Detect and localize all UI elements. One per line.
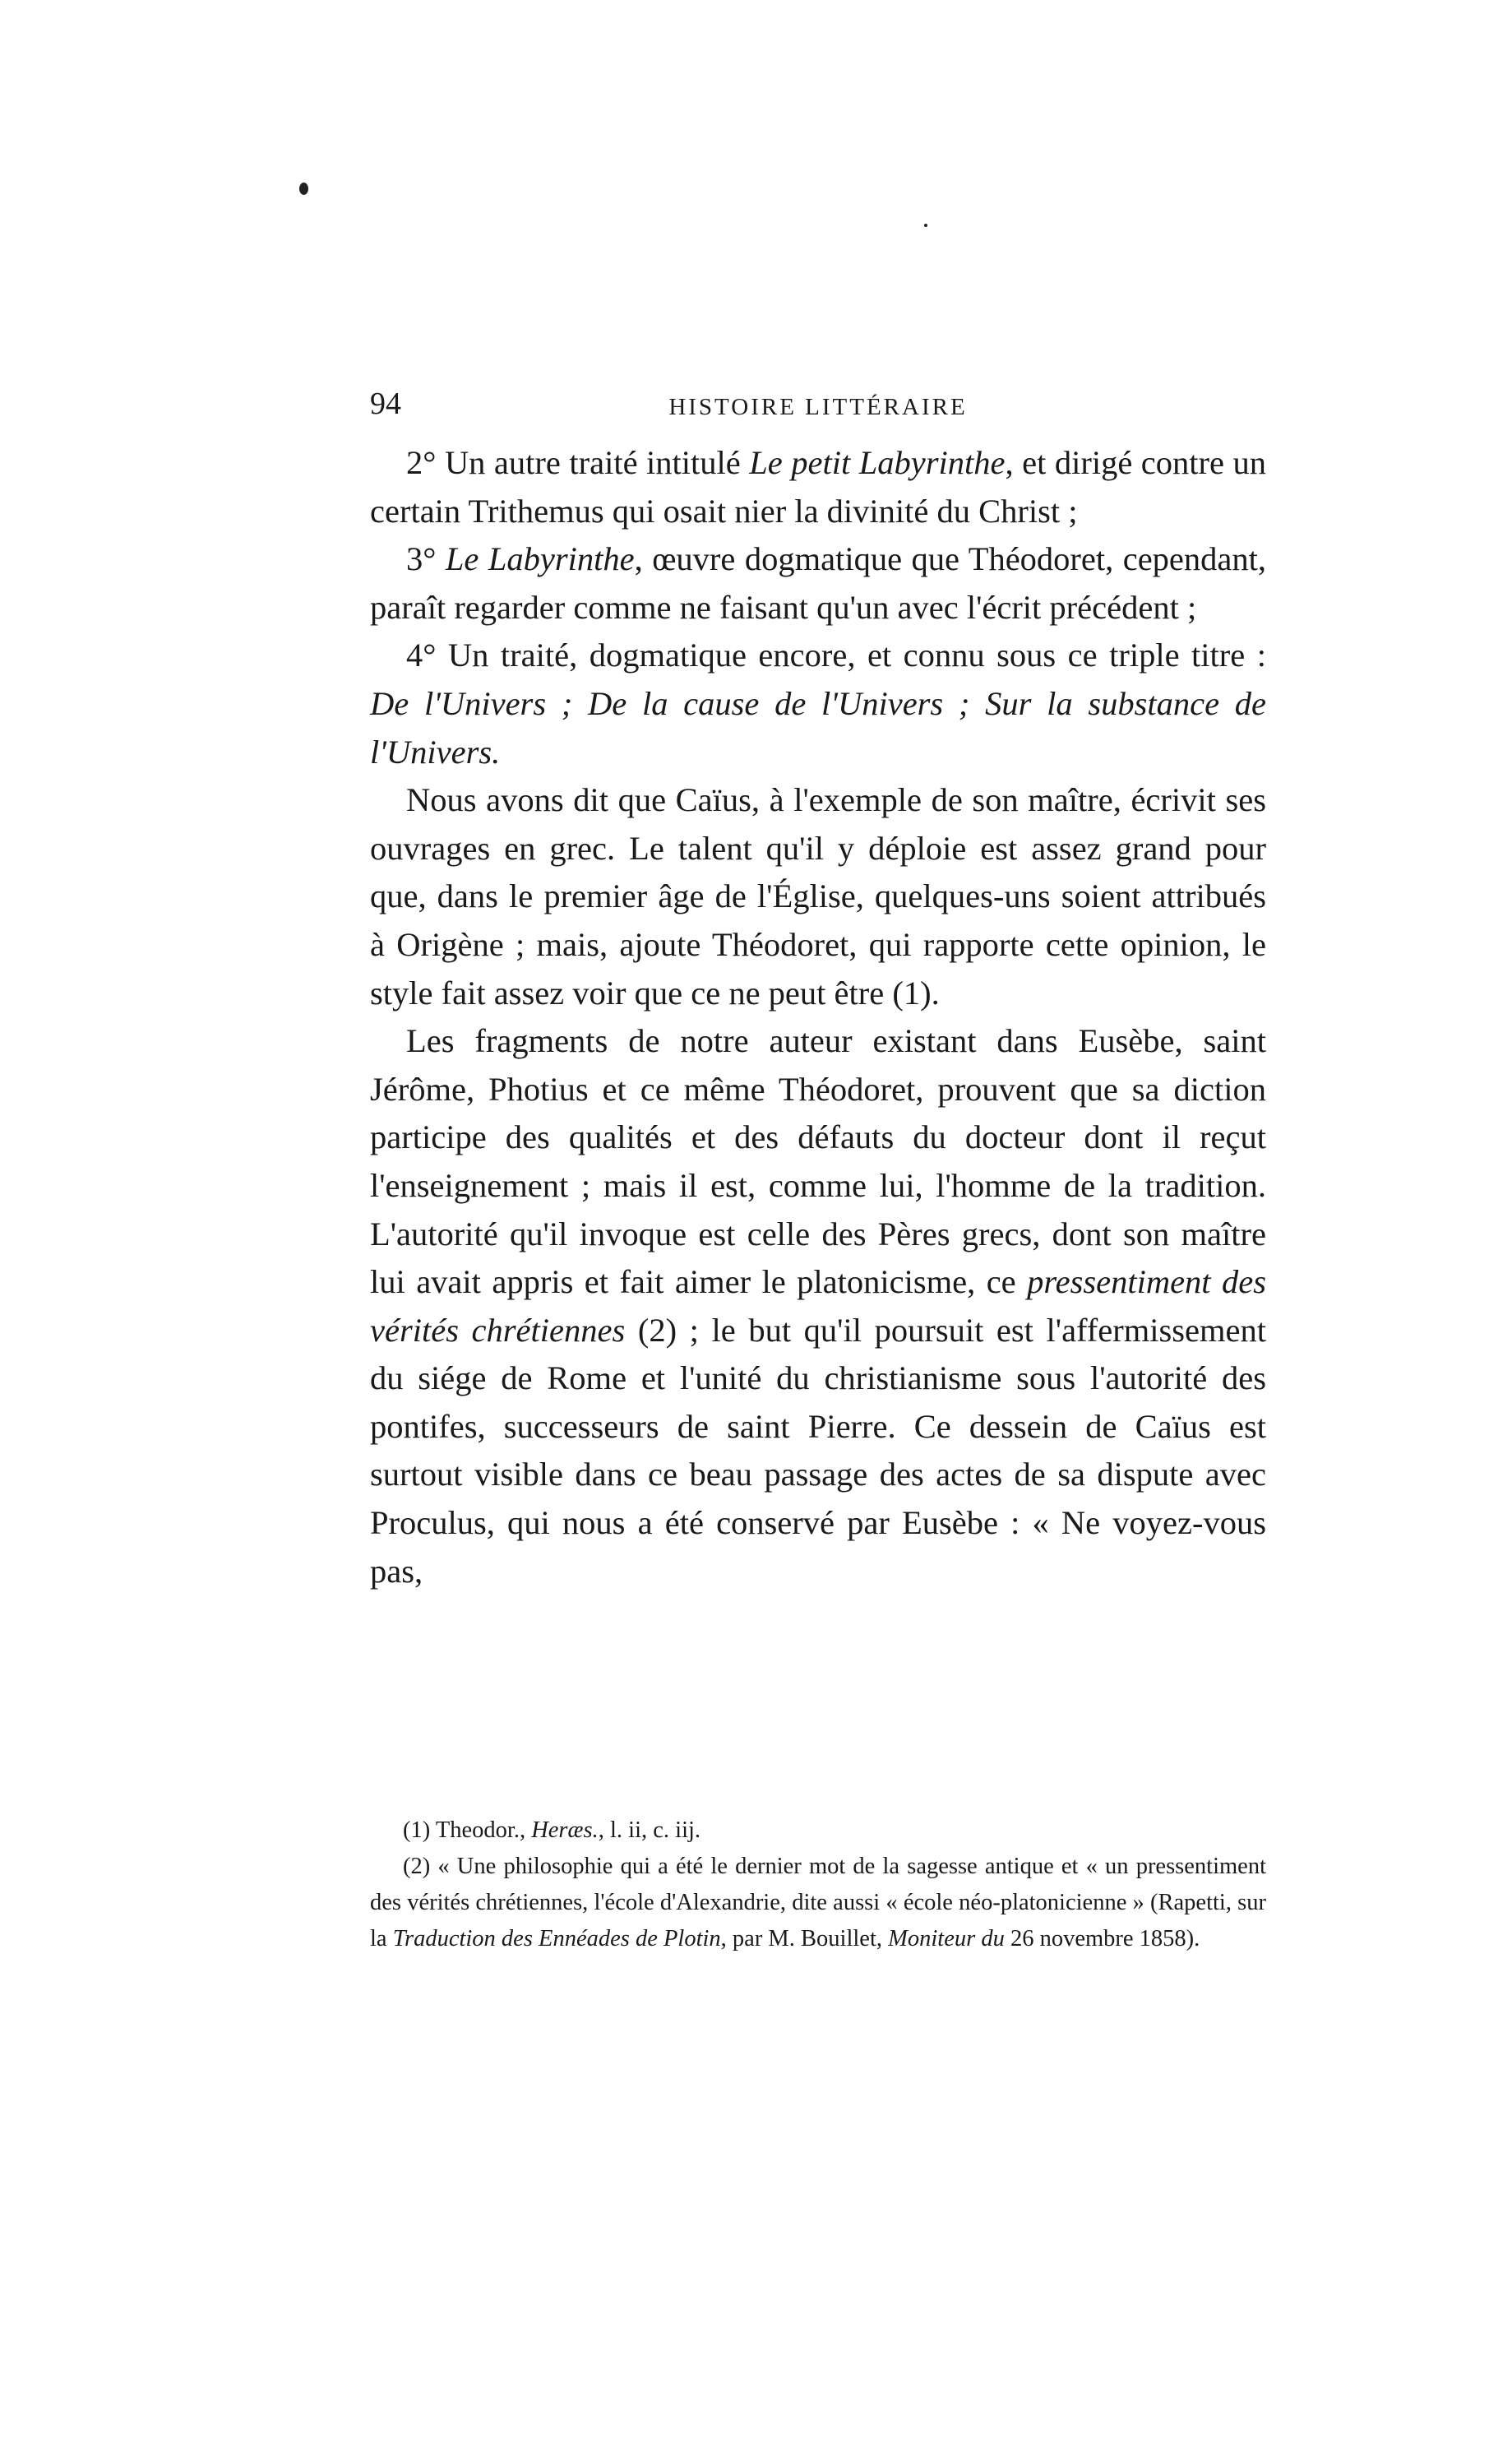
paragraph: Les fragments de notre auteur existant dans Eusèbe, saint Jérôme, Photius et ce même Théodoret, prouvent que sa diction participe des qualités et des défauts du docteur dont il reçut l'enseignement ; mais il est, comme lui, l'homme de la tradition. L'autorité qu'il invoque est celle des Pères grecs, dont son maître lui avait appris et fait aimer le platonicisme, ce pressentiment des vérités chrétiennes (2) ; le but qu'il poursuit est l'affermissement du siége de Rome et l'unité du christianisme sous l'autorité des pontifes, successeurs de saint Pierre. Ce dessein de Caïus est surtout visible dans ce beau passage des actes de sa dispute avec Proculus, qui nous a été conservé par Eusèbe : « Ne voyez-vous pas, [370, 1022, 1266, 1590]
paragraph: 2° Un autre traité intitulé Le petit Labyrinthe, et dirigé contre un certain Trithemus qui osait nier la divinité du Christ ; [370, 444, 1266, 530]
paragraph: Nous avons dit que Caïus, à l'exemple de son maître, écrivit ses ouvrages en grec. Le talent qu'il y déploie est assez grand pour que, dans le premier âge de l'Église, quelques-uns soient attribués à Origène ; mais, ajoute Théodoret, qui rapporte cette opinion, le style fait assez voir que ce ne peut être (1). [370, 781, 1266, 1012]
scan-speck [299, 183, 308, 195]
footnotes [370, 1813, 1266, 1957]
footnote: (2) « Une philosophie qui a été le dernier mot de la sagesse antique et « un pressentiment des vérités chrétiennes, l'école d'Alexandrie, dite aussi « école néo-platonicienne » (Rapetti, sur la Traduction des Ennéades de Plotin, par M. Bouillet, Moniteur du 26 novembre 1858). [370, 1854, 1266, 1951]
paragraph: 3° Le Labyrinthe, œuvre dogmatique que Théodoret, cependant, paraît regarder comme ne faisant qu'un avec l'écrit précédent ; [370, 540, 1266, 626]
running-title: HISTOIRE LITTÉRAIRE [668, 394, 968, 420]
footnote: (1) Theodor., Heræs., l. ii, c. iij. [403, 1817, 701, 1843]
body-text [370, 439, 1266, 1595]
page-number: 94 [370, 387, 401, 421]
paragraph: 4° Un traité, dogmatique encore, et connu sous ce triple titre : De l'Univers ; De la cause de l'Univers ; Sur la substance de l'Univers. [370, 637, 1266, 771]
scan-speck [924, 224, 927, 227]
page-header [370, 383, 1266, 424]
